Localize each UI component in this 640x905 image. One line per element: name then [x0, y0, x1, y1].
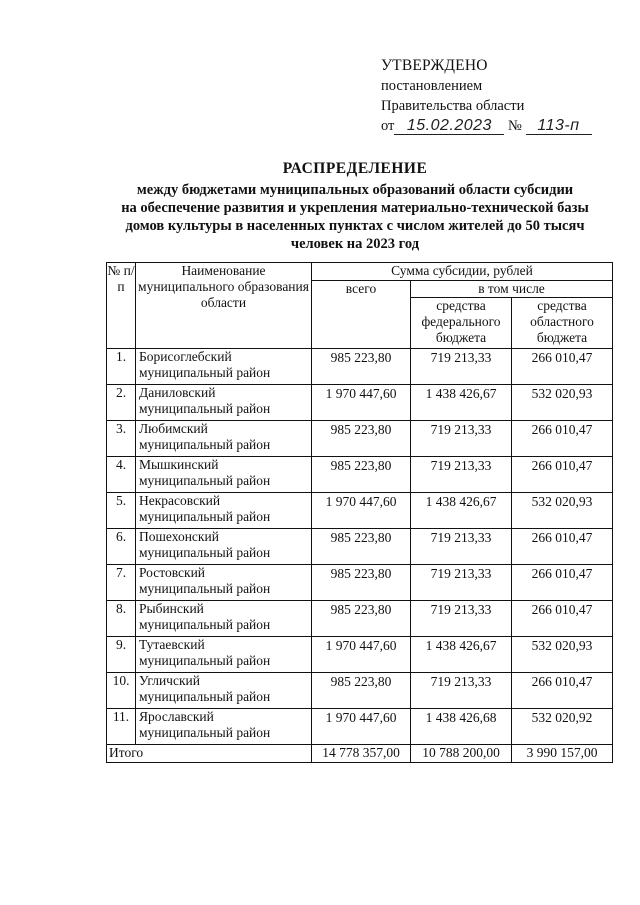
- header-name: Наименование муниципального образования области: [136, 263, 312, 349]
- table-row: [107, 421, 613, 457]
- row-federal: 719 213,33: [411, 421, 512, 457]
- municipality-type: муниципальный район: [139, 545, 271, 560]
- table-row: [107, 493, 613, 529]
- total-sum: 14 778 357,00: [312, 745, 411, 763]
- approval-line-government: Правительства области: [381, 98, 525, 114]
- row-total: 1 970 447,60: [312, 709, 411, 745]
- row-number: 2.: [107, 385, 136, 421]
- row-municipality: [136, 457, 312, 493]
- municipality-name: Угличский: [139, 673, 200, 688]
- row-number: 9.: [107, 637, 136, 673]
- row-number: 1.: [107, 349, 136, 385]
- table-row: [107, 385, 613, 421]
- row-federal: 719 213,33: [411, 601, 512, 637]
- municipality-name: Любимский: [139, 421, 208, 436]
- row-regional: 532 020,92: [512, 709, 613, 745]
- approval-date-number-line: [381, 116, 592, 136]
- row-federal: 719 213,33: [411, 565, 512, 601]
- row-total: 1 970 447,60: [312, 385, 411, 421]
- row-total: 985 223,80: [312, 349, 411, 385]
- row-municipality: [136, 421, 312, 457]
- municipality-type: муниципальный район: [139, 473, 271, 488]
- municipality-type: муниципальный район: [139, 689, 271, 704]
- row-federal: 1 438 426,68: [411, 709, 512, 745]
- heading-line-1: между бюджетами муниципальных образований области субсидии: [136, 182, 574, 198]
- row-total: 985 223,80: [312, 565, 411, 601]
- approval-title: УТВЕРЖДЕНО: [381, 57, 488, 74]
- municipality-name: Ярославский: [139, 709, 214, 724]
- row-total: 985 223,80: [312, 529, 411, 565]
- row-regional: 266 010,47: [512, 529, 613, 565]
- approval-line-resolution: постановлением: [381, 78, 483, 94]
- total-federal: 10 788 200,00: [411, 745, 512, 763]
- row-regional: 532 020,93: [512, 493, 613, 529]
- municipality-name: Мышкинский: [139, 457, 219, 472]
- row-number: 10.: [107, 673, 136, 709]
- table-row: [107, 457, 613, 493]
- row-regional: 266 010,47: [512, 601, 613, 637]
- table-row: [107, 673, 613, 709]
- row-federal: 1 438 426,67: [411, 637, 512, 673]
- table-row: [107, 601, 613, 637]
- row-regional: 532 020,93: [512, 637, 613, 673]
- municipality-type: муниципальный район: [139, 401, 271, 416]
- row-number: 6.: [107, 529, 136, 565]
- row-regional: 266 010,47: [512, 673, 613, 709]
- row-municipality: [136, 637, 312, 673]
- municipality-type: муниципальный район: [139, 437, 271, 452]
- row-federal: 1 438 426,67: [411, 493, 512, 529]
- row-number: 11.: [107, 709, 136, 745]
- municipality-name: Ростовский: [139, 565, 206, 580]
- row-number: 5.: [107, 493, 136, 529]
- heading-line-4: человек на 2023 год: [290, 236, 420, 252]
- row-total: 1 970 447,60: [312, 493, 411, 529]
- table-row: [107, 637, 613, 673]
- row-total: 985 223,80: [312, 673, 411, 709]
- heading-line-3: домов культуры в населенных пунктах с числом жителей до 50 тысяч: [125, 218, 585, 234]
- row-number: 8.: [107, 601, 136, 637]
- municipality-name: Некрасовский: [139, 493, 221, 508]
- header-total: всего: [312, 281, 411, 349]
- municipality-name: Пошехонский: [139, 529, 219, 544]
- municipality-type: муниципальный район: [139, 509, 271, 524]
- municipality-type: муниципальный район: [139, 725, 271, 740]
- row-municipality: [136, 565, 312, 601]
- heading-line-2: на обеспечение развития и укрепления материально-технической базы: [121, 200, 589, 216]
- municipality-type: муниципальный район: [139, 653, 271, 668]
- document-title: РАСПРЕДЕЛЕНИЕ: [282, 160, 428, 177]
- row-total: 985 223,80: [312, 457, 411, 493]
- row-total: 985 223,80: [312, 601, 411, 637]
- municipality-name: Тутаевский: [139, 637, 205, 652]
- subsidy-table: [106, 262, 613, 763]
- row-number: 7.: [107, 565, 136, 601]
- row-regional: 266 010,47: [512, 349, 613, 385]
- municipality-type: муниципальный район: [139, 581, 271, 596]
- handwritten-date: 15.02.2023: [394, 118, 504, 135]
- municipality-type: муниципальный район: [139, 365, 271, 380]
- header-federal: средства федерального бюджета: [411, 298, 512, 349]
- row-regional: 532 020,93: [512, 385, 613, 421]
- row-municipality: [136, 673, 312, 709]
- row-regional: 266 010,47: [512, 565, 613, 601]
- row-number: 3.: [107, 421, 136, 457]
- table-row: [107, 349, 613, 385]
- row-federal: 719 213,33: [411, 457, 512, 493]
- header-sum: Сумма субсидии, рублей: [312, 263, 613, 281]
- header-number: № п/п: [107, 263, 136, 349]
- row-number: 4.: [107, 457, 136, 493]
- row-municipality: [136, 529, 312, 565]
- approval-block: [381, 56, 592, 136]
- total-regional: 3 990 157,00: [512, 745, 613, 763]
- row-municipality: [136, 349, 312, 385]
- total-row: [107, 745, 613, 763]
- row-municipality: [136, 493, 312, 529]
- row-federal: 719 213,33: [411, 673, 512, 709]
- row-federal: 719 213,33: [411, 529, 512, 565]
- municipality-name: Рыбинский: [139, 601, 204, 616]
- municipality-name: Даниловский: [139, 385, 216, 400]
- number-label: №: [508, 118, 522, 134]
- row-regional: 266 010,47: [512, 421, 613, 457]
- table-row: [107, 709, 613, 745]
- document-heading: [100, 160, 610, 253]
- header-including: в том числе: [411, 281, 613, 298]
- row-federal: 719 213,33: [411, 349, 512, 385]
- row-municipality: [136, 709, 312, 745]
- row-federal: 1 438 426,67: [411, 385, 512, 421]
- total-label: Итого: [107, 745, 312, 763]
- handwritten-number: 113-п: [526, 118, 592, 135]
- row-regional: 266 010,47: [512, 457, 613, 493]
- row-municipality: [136, 385, 312, 421]
- table-row: [107, 529, 613, 565]
- municipality-name: Борисоглебский: [139, 349, 232, 364]
- table-row: [107, 565, 613, 601]
- row-total: 985 223,80: [312, 421, 411, 457]
- from-label: от: [381, 118, 395, 134]
- row-total: 1 970 447,60: [312, 637, 411, 673]
- header-regional: средства областного бюджета: [512, 298, 613, 349]
- municipality-type: муниципальный район: [139, 617, 271, 632]
- row-municipality: [136, 601, 312, 637]
